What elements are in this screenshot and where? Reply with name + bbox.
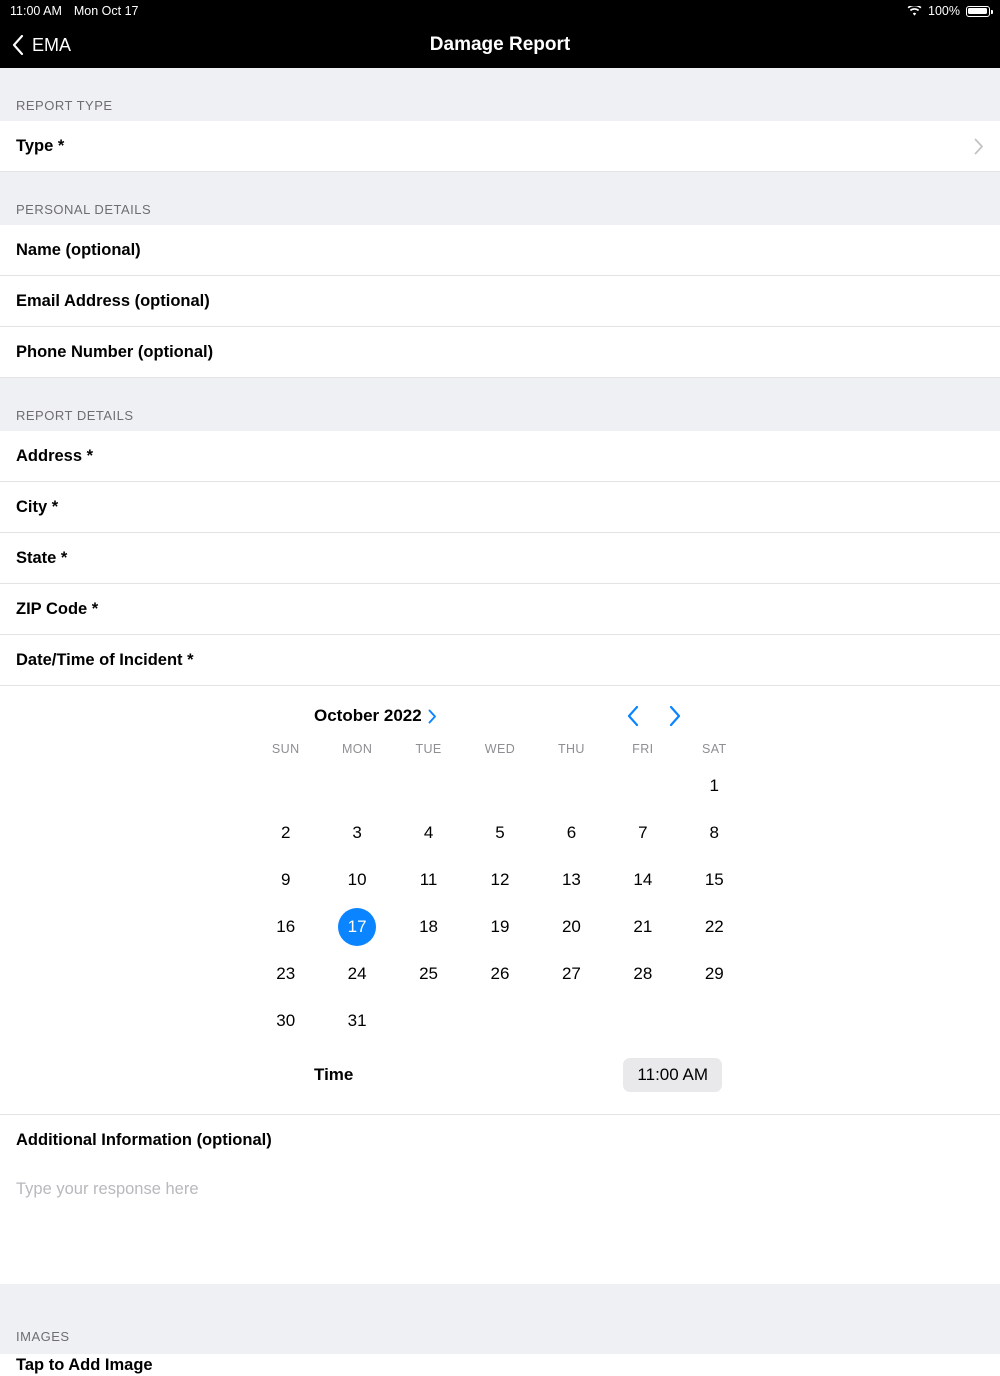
- calendar-day[interactable]: 6: [566, 822, 577, 842]
- chevron-right-icon: [974, 138, 984, 155]
- day-name: THU: [557, 742, 585, 756]
- calendar-day-empty: [464, 767, 535, 805]
- additional-info-textarea[interactable]: [0, 1166, 1000, 1284]
- form-content: [0, 68, 1000, 1376]
- calendar-month-label: October 2022: [314, 706, 422, 725]
- calendar-day[interactable]: 24: [347, 963, 367, 983]
- calendar-next-month-button[interactable]: [668, 705, 682, 727]
- calendar-week: [250, 903, 750, 950]
- form-row-zip-label: ZIP Code *: [16, 599, 99, 618]
- calendar-day[interactable]: 15: [704, 869, 724, 889]
- calendar-day[interactable]: 31: [347, 1010, 367, 1030]
- time-value-button[interactable]: 11:00 AM: [623, 1058, 722, 1092]
- form-row-city-label: City *: [16, 497, 59, 516]
- calendar-day[interactable]: 10: [347, 869, 367, 889]
- calendar-day-empty: [250, 767, 321, 805]
- calendar-day[interactable]: 5: [495, 822, 505, 842]
- calendar-day[interactable]: 2: [280, 822, 291, 842]
- calendar-month-button[interactable]: [250, 706, 437, 726]
- calendar-day-empty: [679, 1002, 750, 1040]
- day-name: TUE: [415, 742, 442, 756]
- calendar-day-empty: [607, 767, 678, 805]
- form-row-datetime-label: Date/Time of Incident *: [16, 650, 194, 669]
- calendar-day-empty: [393, 767, 464, 805]
- chevron-left-icon: [12, 35, 24, 55]
- calendar-week: [250, 997, 750, 1044]
- date-picker: [0, 686, 1000, 1115]
- calendar-day[interactable]: 1: [709, 775, 720, 795]
- calendar-prev-month-button[interactable]: [626, 705, 640, 727]
- time-label: Time: [314, 1065, 354, 1084]
- status-bar-time: 11:00 AM: [10, 4, 62, 18]
- calendar-day-empty: [536, 767, 607, 805]
- form-row-type-label: Type *: [16, 136, 65, 155]
- calendar-day[interactable]: 20: [561, 916, 581, 936]
- day-name: FRI: [632, 742, 654, 756]
- calendar-day-empty: [393, 1002, 464, 1040]
- calendar-day[interactable]: 16: [276, 916, 296, 936]
- calendar-day[interactable]: 30: [276, 1010, 296, 1030]
- calendar-day[interactable]: 29: [704, 963, 724, 983]
- calendar-week: [250, 809, 750, 856]
- section-header-personal-details: PERSONAL DETAILS: [0, 172, 1000, 225]
- form-row-additional-info: [0, 1115, 1000, 1166]
- calendar-day[interactable]: 9: [280, 869, 291, 889]
- day-name: SAT: [701, 742, 727, 756]
- form-row-name[interactable]: [0, 225, 1000, 276]
- calendar-day-empty: [464, 1002, 535, 1040]
- calendar-day[interactable]: 13: [561, 869, 581, 889]
- calendar-week: [250, 950, 750, 997]
- calendar-day-empty: [607, 1002, 678, 1040]
- calendar-day[interactable]: 14: [633, 869, 653, 889]
- calendar-nav: [626, 705, 750, 727]
- calendar-day[interactable]: 19: [490, 916, 510, 936]
- add-image-label: Tap to Add Image: [16, 1355, 153, 1374]
- page-title: Damage Report: [429, 34, 571, 55]
- calendar-day[interactable]: 26: [490, 963, 510, 983]
- calendar-day[interactable]: 22: [704, 916, 724, 936]
- form-row-phone[interactable]: [0, 327, 1000, 378]
- section-gap: [0, 1284, 1000, 1320]
- form-row-state-label: State *: [16, 548, 68, 567]
- calendar-day-empty: [321, 767, 392, 805]
- calendar-day-names: [250, 738, 750, 762]
- calendar-day[interactable]: 28: [633, 963, 653, 983]
- section-header-images: IMAGES: [0, 1320, 1000, 1354]
- form-row-address[interactable]: [0, 431, 1000, 482]
- form-row-name-label: Name (optional): [16, 240, 141, 259]
- calendar-day[interactable]: 8: [709, 822, 720, 842]
- calendar-day[interactable]: 4: [423, 822, 434, 842]
- calendar-day[interactable]: 12: [490, 869, 510, 889]
- nav-bar: [0, 22, 1000, 68]
- calendar-day-empty: [536, 1002, 607, 1040]
- status-bar: [0, 0, 1000, 22]
- calendar-day[interactable]: 21: [633, 916, 653, 936]
- calendar-day[interactable]: 11: [419, 869, 438, 889]
- calendar-day[interactable]: 18: [419, 916, 439, 936]
- wifi-icon: [907, 6, 922, 17]
- form-row-additional-info-label: Additional Information (optional): [16, 1131, 272, 1149]
- day-name: MON: [341, 742, 373, 756]
- calendar-day[interactable]: 7: [638, 822, 648, 842]
- status-bar-left: [10, 4, 139, 18]
- status-bar-date: Mon Oct 17: [73, 4, 139, 18]
- calendar-week: [250, 762, 750, 809]
- form-row-address-label: Address *: [16, 446, 94, 465]
- battery-full-icon: [966, 6, 990, 17]
- form-row-zip[interactable]: [0, 584, 1000, 635]
- form-row-phone-label: Phone Number (optional): [16, 342, 214, 361]
- form-row-datetime[interactable]: [0, 635, 1000, 686]
- add-image-button[interactable]: [0, 1354, 1000, 1376]
- day-name: WED: [484, 742, 516, 756]
- form-row-email[interactable]: [0, 276, 1000, 327]
- time-picker-row: [250, 1050, 750, 1100]
- battery-percent-label: 100%: [928, 4, 960, 18]
- back-button-label: EMA: [32, 34, 72, 55]
- calendar-header: [250, 694, 750, 738]
- section-header-report-type: REPORT TYPE: [0, 68, 1000, 121]
- calendar-day[interactable]: 27: [561, 963, 581, 983]
- form-row-state[interactable]: [0, 533, 1000, 584]
- additional-info-placeholder: Type your response here: [16, 1180, 199, 1198]
- form-row-city[interactable]: [0, 482, 1000, 533]
- form-row-type[interactable]: [0, 121, 1000, 172]
- back-button[interactable]: [12, 35, 71, 56]
- day-name: SUN: [271, 742, 300, 756]
- section-header-report-details: REPORT DETAILS: [0, 378, 1000, 431]
- calendar-day[interactable]: 25: [419, 963, 439, 983]
- calendar-day[interactable]: 3: [352, 822, 362, 842]
- chevron-right-icon: [428, 709, 437, 724]
- status-bar-right: [907, 4, 990, 18]
- form-row-email-label: Email Address (optional): [16, 291, 210, 310]
- calendar-day-selected[interactable]: 17: [321, 908, 392, 946]
- calendar-day[interactable]: 23: [276, 963, 296, 983]
- calendar-week: [250, 856, 750, 903]
